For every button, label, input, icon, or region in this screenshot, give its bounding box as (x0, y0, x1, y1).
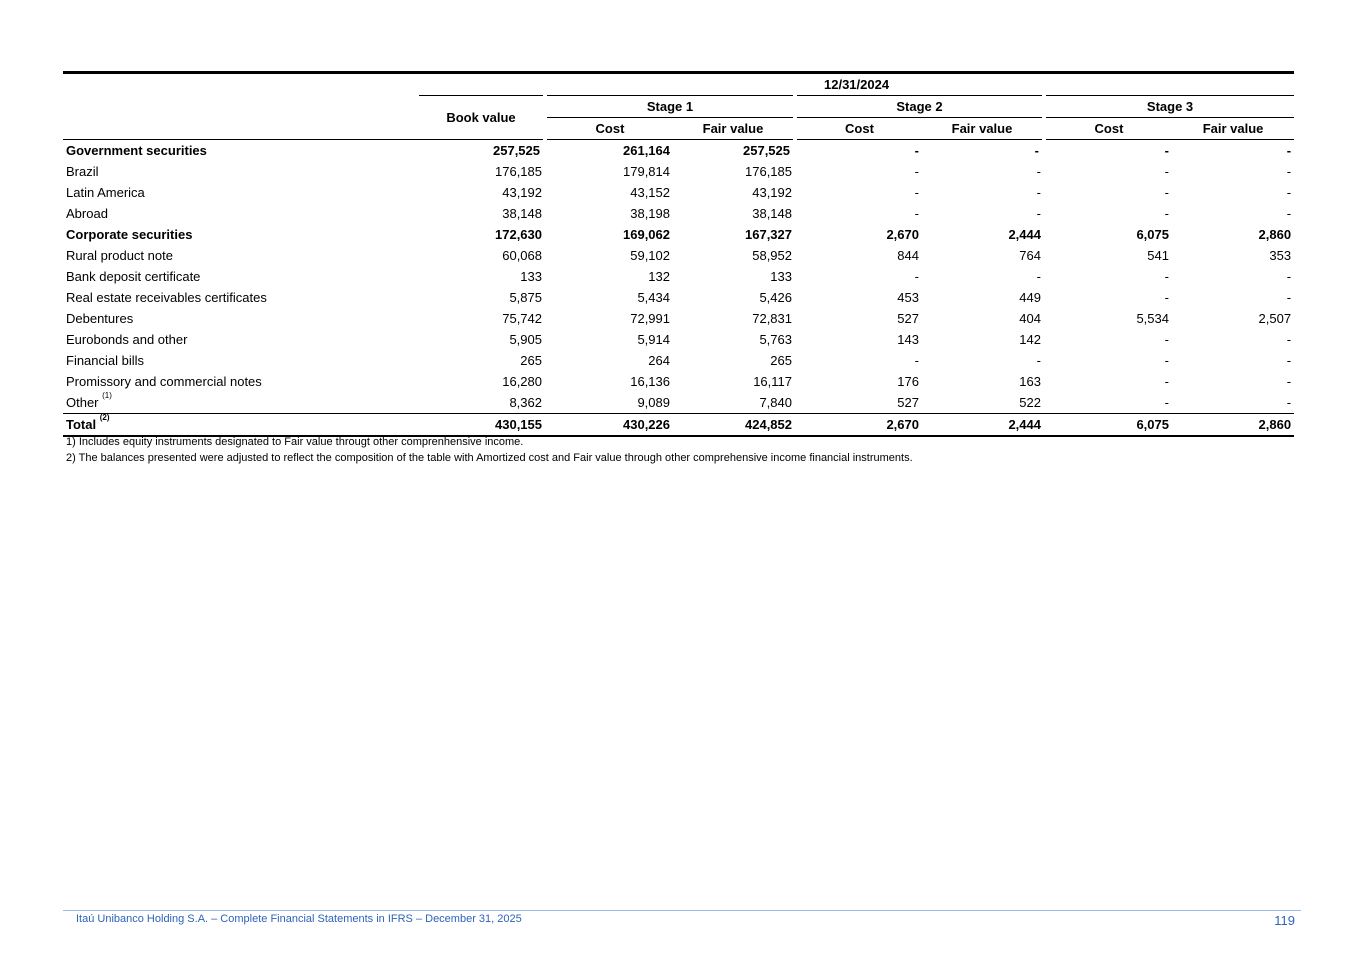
table-row (63, 182, 1294, 203)
stage2-fair-value-cell: 449 (1019, 290, 1041, 305)
stage1-fair-value-cell: 5,426 (759, 290, 792, 305)
stage2-cost-cell: - (914, 269, 919, 284)
stage3-cost-cell: - (1164, 353, 1169, 368)
book-value-header: Book value (419, 96, 545, 140)
row-label (63, 414, 419, 437)
stage3-cost-cell: - (1044, 140, 1172, 162)
stage2-fair-value-cell: 163 (1019, 374, 1041, 389)
row-label: Financial bills (66, 353, 145, 368)
stage3-cost-cell: 5,534 (1136, 311, 1169, 326)
stage1-fair-value-cell: 265 (770, 353, 792, 368)
stage2-cost-cell: - (914, 206, 919, 221)
footnote-marker: (2) (99, 413, 110, 422)
table-row (63, 350, 1294, 371)
stage2-cost-cell: - (914, 185, 919, 200)
stage1-cost-cell: 179,814 (623, 164, 670, 179)
stage1-cost-cell: 16,136 (630, 374, 670, 389)
table-row (63, 308, 1294, 329)
stage3-cost-cell: 541 (1147, 248, 1169, 263)
book-value-cell: 430,155 (419, 414, 545, 437)
stage3-cost-cell: 6,075 (1044, 414, 1172, 437)
row-label: Brazil (66, 164, 99, 179)
row-label: Promissory and commercial notes (66, 374, 262, 389)
row-label: Government securities (63, 140, 419, 162)
book-value-cell: 16,280 (502, 374, 542, 389)
footer-divider (63, 910, 1301, 911)
table-row (63, 161, 1294, 182)
stage3-cost-cell: - (1164, 395, 1169, 410)
stage2-cost-cell: 453 (897, 290, 919, 305)
table-row (63, 140, 1294, 162)
stage3-fair-value-cell: - (1286, 164, 1292, 179)
stage2-cost-cell: 176 (897, 374, 919, 389)
row-label: Bank deposit certificate (66, 269, 201, 284)
total-label: Total (66, 417, 97, 432)
stage3-fair-value-cell: - (1286, 290, 1292, 305)
stage1-cost-cell: 261,164 (545, 140, 673, 162)
stage2-fair-value-cell: - (1036, 164, 1041, 179)
row-label: Abroad (66, 206, 108, 221)
table-row (63, 392, 1294, 414)
stage1-cost-cell: 430,226 (545, 414, 673, 437)
stage3-cost-cell: - (1164, 332, 1169, 347)
book-value-cell: 172,630 (495, 227, 542, 242)
stage1-cost-cell: 38,198 (630, 206, 670, 221)
stage3-fair-value-cell: - (1286, 206, 1292, 221)
footnote-marker: (1) (102, 391, 112, 400)
stage1-fair-value-cell: 58,952 (752, 248, 792, 263)
stage2-fair-value-cell: 404 (1019, 311, 1041, 326)
row-label (63, 392, 419, 414)
stage1-header: Stage 1 (545, 96, 795, 118)
footer-title: Itaú Unibanco Holding S.A. – Complete Financial Statements in IFRS – December 31, 2025 (76, 913, 522, 925)
stage1-cost-header: Cost (595, 121, 625, 136)
row-label: Corporate securities (66, 227, 193, 242)
row-label: Debentures (66, 311, 134, 326)
stage1-fair-value-header: Fair value (673, 118, 795, 140)
stage3-fair-value-cell: 2,860 (1172, 414, 1294, 437)
stage3-fair-value-cell: - (1286, 374, 1292, 389)
stage2-fair-value-cell: - (1036, 206, 1041, 221)
footnote-1: 1) Includes equity instruments designated to Fair value througt other comprenhensive income. (66, 436, 524, 448)
stage3-fair-value-cell: - (1286, 332, 1292, 347)
page-number: 119 (1274, 913, 1295, 928)
stage1-cost-cell: 72,991 (630, 311, 670, 326)
stage1-fair-value-cell: 72,831 (752, 311, 792, 326)
stage1-fair-value-cell: 176,185 (745, 164, 792, 179)
stage3-fair-value-cell: 353 (1269, 248, 1292, 263)
stage1-cost-cell: 59,102 (630, 248, 670, 263)
stage2-cost-header: Cost (845, 121, 874, 136)
stage1-cost-cell: 132 (648, 269, 670, 284)
stage1-fair-value-cell: 133 (770, 269, 792, 284)
table-row (63, 329, 1294, 350)
stage3-cost-cell: - (1164, 269, 1169, 284)
stage2-cost-cell: 2,670 (795, 414, 922, 437)
book-value-cell: 8,362 (509, 395, 542, 410)
stage3-fair-value-cell: - (1172, 140, 1294, 162)
stage2-cost-cell: 527 (897, 311, 919, 326)
stage1-cost-cell: 43,152 (630, 185, 670, 200)
book-value-cell: 176,185 (495, 164, 542, 179)
stage3-fair-value-cell: - (1286, 353, 1292, 368)
stage3-fair-value-cell: 2,507 (1258, 311, 1292, 326)
stage2-fair-value-cell: 2,444 (1008, 227, 1041, 242)
row-label: Eurobonds and other (66, 332, 188, 347)
securities-stage-table (63, 71, 1294, 437)
stage3-fair-value-cell: - (1286, 185, 1292, 200)
table-row (63, 371, 1294, 392)
stage1-cost-cell: 9,089 (637, 395, 670, 410)
row-label: Rural product note (66, 248, 173, 263)
stage1-cost-cell: 5,434 (637, 290, 670, 305)
row-label: Real estate receivables certificates (66, 290, 267, 305)
stage1-fair-value-cell: 257,525 (673, 140, 795, 162)
stage2-fair-value-cell: 522 (1019, 395, 1041, 410)
book-value-cell: 38,148 (502, 206, 542, 221)
book-value-cell: 75,742 (502, 311, 542, 326)
stage2-fair-value-cell: - (1036, 269, 1041, 284)
total-row (63, 414, 1294, 437)
row-label-text: Other (66, 395, 99, 410)
stage3-cost-header: Cost (1094, 121, 1124, 136)
book-value-cell: 60,068 (502, 248, 542, 263)
stage3-fair-value-header: Fair value (1202, 121, 1264, 136)
stage2-cost-cell: 2,670 (886, 227, 919, 242)
stage1-fair-value-cell: 5,763 (759, 332, 792, 347)
table-row (63, 245, 1294, 266)
table-row (63, 287, 1294, 308)
book-value-cell: 257,525 (419, 140, 545, 162)
stage1-fair-value-cell: 7,840 (759, 395, 792, 410)
stage2-fair-value-cell: 142 (1019, 332, 1041, 347)
stage1-cost-cell: 264 (648, 353, 670, 368)
stage2-cost-cell: - (914, 353, 919, 368)
book-value-cell: 265 (520, 353, 542, 368)
book-value-cell: 5,905 (509, 332, 542, 347)
stage3-cost-cell: - (1164, 290, 1169, 305)
stage1-fair-value-cell: 16,117 (753, 374, 792, 389)
stage3-cost-cell: - (1164, 185, 1169, 200)
stage1-fair-value-cell: 43,192 (752, 185, 792, 200)
securities-table-container (63, 71, 1294, 437)
book-value-cell: 5,875 (509, 290, 542, 305)
stage2-fair-value-cell: 2,444 (922, 414, 1044, 437)
table-row (63, 266, 1294, 287)
stage3-header: Stage 3 (1044, 96, 1294, 118)
stage2-header: Stage 2 (795, 96, 1044, 118)
stage3-fair-value-cell: - (1286, 269, 1292, 284)
stage2-fair-value-header: Fair value (922, 118, 1044, 140)
stage1-cost-cell: 169,062 (623, 227, 670, 242)
book-value-cell: 133 (520, 269, 542, 284)
table-row (63, 224, 1294, 245)
stage3-cost-cell: - (1164, 164, 1169, 179)
stage2-fair-value-cell: - (1036, 185, 1041, 200)
footnote-2: 2) The balances presented were adjusted to reflect the composition of the table with Amortized cost and Fair value through other comprehensive income financial instruments. (66, 452, 913, 464)
footnotes (66, 434, 913, 466)
stage1-fair-value-cell: 38,148 (752, 206, 792, 221)
book-value-cell: 43,192 (502, 185, 542, 200)
stage2-cost-cell: 844 (897, 248, 919, 263)
stage2-cost-cell: 143 (897, 332, 919, 347)
stage2-cost-cell: - (795, 140, 922, 162)
stage1-cost-cell: 5,914 (637, 332, 670, 347)
stage3-fair-value-cell: - (1286, 395, 1292, 410)
date-header: 12/31/2024 (419, 73, 1294, 96)
stage2-fair-value-cell: - (922, 140, 1044, 162)
stage3-cost-cell: - (1164, 374, 1169, 389)
stage3-cost-cell: 6,075 (1136, 227, 1169, 242)
stage2-fair-value-cell: - (1036, 353, 1041, 368)
stage2-cost-cell: - (914, 164, 919, 179)
stage1-fair-value-cell: 167,327 (745, 227, 792, 242)
stage3-fair-value-cell: 2,860 (1258, 227, 1292, 242)
stage3-cost-cell: - (1164, 206, 1169, 221)
stage2-fair-value-cell: 764 (1019, 248, 1041, 263)
row-label: Latin America (66, 185, 145, 200)
stage2-cost-cell: 527 (897, 395, 919, 410)
stage1-fair-value-cell: 424,852 (673, 414, 795, 437)
table-row (63, 203, 1294, 224)
